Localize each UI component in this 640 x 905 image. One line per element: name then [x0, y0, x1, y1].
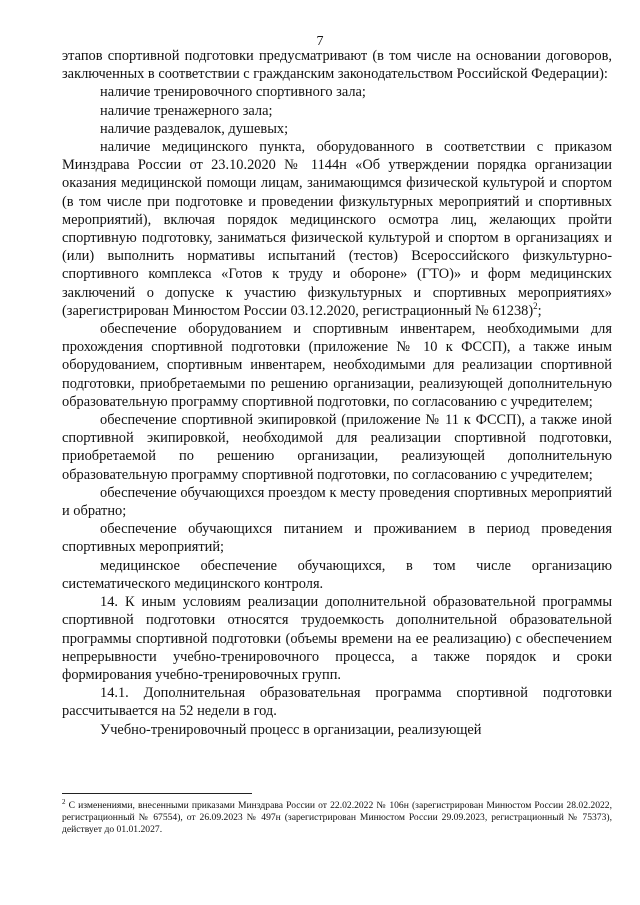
- list-item: наличие тренажерного зала;: [100, 102, 273, 119]
- paragraph-text: наличие медицинского пункта, оборудованного в соответствии с приказом Минздрава России от 23.10.2020 № 1144н «Об утверждении порядка организации оказания медицинской помощи лицам, занимающимся физической культурой и спортом (в том числе при подготовке и проведении физкультурных мероприятий и спортивных мероприятий), включая порядок медицинского осмотра лиц, желающих пройти спортивную подготовку, заниматься физической культурой и спортом в организациях и (или) выполнить нормативы испытаний (тестов) Всероссийского физкультурно-спортивного комплекса «Готов к труду и обороне» (ГТО)» и форм медицинских заключений о допуске к участию физкультурных и спортивных мероприятиях» (зарегистрирован Минюстом России 03.12.2020, регистрационный № 61238): [62, 139, 612, 319]
- paragraph-tail: ;: [537, 302, 542, 319]
- paragraph: медицинское обеспечение обучающихся, в том числе организацию систематического медицинского контроля.: [62, 557, 612, 592]
- paragraph: обеспечение обучающихся питанием и проживанием в период проведения спортивных мероприятий;: [62, 521, 612, 556]
- footnote-text: С изменениями, внесенными приказами Минздрава России от 22.02.2022 № 106н (зарегистрирован Минюстом России 28.02.2022, регистрационный № 67554), от 26.09.2023 № 497н (зарегистрирован Минюстом России 29.09.2023, регистрационный № 75373), действует до 01.01.2027.: [62, 800, 612, 836]
- page-number: 7: [316, 34, 324, 49]
- paragraph: Учебно-тренировочный процесс в организации, реализующей: [100, 721, 482, 738]
- footnote-divider: [62, 793, 252, 794]
- list-item: наличие раздевалок, душевых;: [100, 120, 289, 137]
- list-item: наличие тренировочного спортивного зала;: [100, 84, 366, 101]
- paragraph: обеспечение оборудованием и спортивным инвентарем, необходимыми для прохождения спортивной подготовки (приложение № 10 к ФССП), а также иным оборудованием, спортивным инвентарем, необходимыми для реализации спортивной подготовки, приобретаемыми по решению организации, реализующей дополнительную образовательную программу спортивной подготовки, по согласованию с учредителем;: [62, 321, 612, 410]
- paragraph: 14. К иным условиям реализации дополнительной образовательной программы спортивной подготовки относятся трудоемкость дополнительной образовательной программы спортивной подготовки (объемы времени на ее реализацию) с обеспечением непрерывности учебно-тренировочного процесса, а также порядок и сроки формирования учебно-тренировочных групп.: [62, 594, 612, 683]
- paragraph: 14.1. Дополнительная образовательная программа спортивной подготовки рассчитывается на 52 недели в год.: [62, 685, 612, 720]
- body-text: [62, 47, 612, 739]
- paragraph: обеспечение спортивной экипировкой (приложение № 11 к ФССП), а также иной спортивной экипировкой, необходимой для реализации спортивной подготовки, приобретаемой по решению организации, реализующей дополнительную образовательную программу спортивной подготовки, по согласованию с учредителем;: [62, 412, 612, 483]
- paragraph-medical-point: [62, 138, 612, 320]
- footnote-reference: 2: [533, 301, 538, 312]
- paragraph: обеспечение обучающихся проездом к месту проведения спортивных мероприятий и обратно;: [62, 484, 612, 520]
- footnote-mark: 2: [62, 797, 66, 806]
- footnote: [62, 797, 612, 837]
- paragraph: этапов спортивной подготовки предусматривают (в том числе на основании договоров, заключенных в соответствии с гражданским законодательством Российской Федерации):: [62, 48, 612, 83]
